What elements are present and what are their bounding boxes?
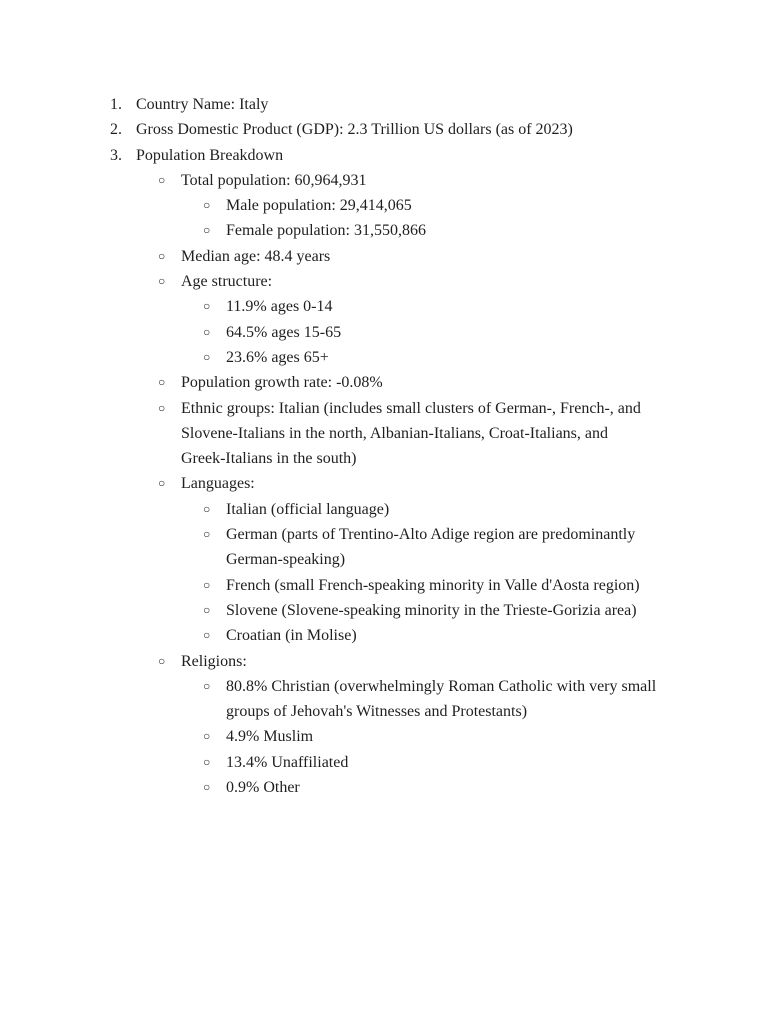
circle-bullet-icon: ○ <box>203 223 211 238</box>
bullet-text: Median age: 48.4 years <box>181 247 331 265</box>
circle-bullet-icon: ○ <box>203 754 211 769</box>
circle-bullet-icon: ○ <box>203 299 211 314</box>
bullet-text: 80.8% Christian (overwhelmingly Roman Catholic with very small <box>226 677 657 695</box>
list-item-country-name <box>0 92 768 117</box>
bullet-text: French (small French-speaking minority in Valle d'Aosta region) <box>226 576 640 594</box>
bullet-text: 23.6% ages 65+ <box>226 348 329 366</box>
circle-bullet-icon: ○ <box>158 274 166 289</box>
bullet-language-french <box>0 573 768 598</box>
bullet-languages <box>0 471 768 496</box>
bullet-language-croatian <box>0 623 768 648</box>
bullet-text: Ethnic groups: Italian (includes small clusters of German-, French-, and <box>181 399 641 417</box>
circle-bullet-icon: ○ <box>203 198 211 213</box>
bullet-text: 0.9% Other <box>226 779 300 797</box>
bullet-text: Greek-Italians in the south) <box>181 450 357 468</box>
circle-bullet-icon: ○ <box>203 602 211 617</box>
bullet-religions <box>0 649 768 674</box>
bullet-religion-other <box>0 775 768 800</box>
bullet-text: groups of Jehovah's Witnesses and Protestants) <box>226 703 528 721</box>
circle-bullet-icon: ○ <box>158 375 166 390</box>
circle-bullet-icon: ○ <box>158 476 166 491</box>
bullet-ethnic-groups <box>0 396 768 421</box>
list-item-text: Gross Domestic Product (GDP): 2.3 Trillion US dollars (as of 2023) <box>136 121 573 139</box>
circle-bullet-icon: ○ <box>203 678 211 693</box>
bullet-text: Slovene-Italians in the north, Albanian-Italians, Croat-Italians, and <box>181 424 608 442</box>
bullet-religion-muslim <box>0 724 768 749</box>
bullet-text: Population growth rate: -0.08% <box>181 374 383 392</box>
bullet-religion-christian <box>0 674 768 699</box>
circle-bullet-icon: ○ <box>203 501 211 516</box>
bullet-text: 64.5% ages 15-65 <box>226 323 342 341</box>
bullet-language-german-continuation <box>0 547 768 572</box>
bullet-text: 13.4% Unaffiliated <box>226 753 349 771</box>
list-item-gdp <box>0 117 768 142</box>
bullet-age-65-plus <box>0 345 768 370</box>
bullet-text: Languages: <box>181 475 255 493</box>
circle-bullet-icon: ○ <box>203 577 211 592</box>
bullet-age-15-65 <box>0 320 768 345</box>
bullet-median-age <box>0 244 768 269</box>
bullet-total-population <box>0 168 768 193</box>
bullet-text: 4.9% Muslim <box>226 728 314 746</box>
circle-bullet-icon: ○ <box>158 653 166 668</box>
circle-bullet-icon: ○ <box>203 780 211 795</box>
bullet-ethnic-groups-continuation <box>0 421 768 446</box>
bullet-text: Slovene (Slovene-speaking minority in the Trieste-Gorizia area) <box>226 601 637 619</box>
bullet-text: German-speaking) <box>226 551 346 569</box>
bullet-religion-christian-continuation <box>0 699 768 724</box>
circle-bullet-icon: ○ <box>203 324 211 339</box>
bullet-male-population <box>0 193 768 218</box>
circle-bullet-icon: ○ <box>203 349 211 364</box>
document-body <box>0 92 768 800</box>
list-item-text: Country Name: Italy <box>136 96 269 113</box>
bullet-age-0-14 <box>0 294 768 319</box>
circle-bullet-icon: ○ <box>158 400 166 415</box>
circle-bullet-icon: ○ <box>203 729 211 744</box>
bullet-language-german <box>0 522 768 547</box>
circle-bullet-icon: ○ <box>203 527 211 542</box>
bullet-text: Age structure: <box>181 273 273 291</box>
bullet-ethnic-groups-continuation <box>0 446 768 471</box>
bullet-age-structure <box>0 269 768 294</box>
list-number: 3. <box>110 146 122 164</box>
bullet-religion-unaffiliated <box>0 750 768 775</box>
bullet-language-italian <box>0 497 768 522</box>
circle-bullet-icon: ○ <box>158 248 166 263</box>
circle-bullet-icon: ○ <box>158 172 166 187</box>
bullet-text: Female population: 31,550,866 <box>226 222 426 240</box>
bullet-text: German (parts of Trentino-Alto Adige region are predominantly <box>226 526 636 544</box>
list-number: 1. <box>110 96 122 113</box>
bullet-text: 11.9% ages 0-14 <box>226 298 333 316</box>
bullet-text: Italian (official language) <box>226 500 390 518</box>
list-item-population-breakdown <box>0 143 768 168</box>
circle-bullet-icon: ○ <box>203 628 211 643</box>
bullet-text: Total population: 60,964,931 <box>181 171 367 189</box>
bullet-language-slovene <box>0 598 768 623</box>
bullet-text: Croatian (in Molise) <box>226 627 357 645</box>
bullet-text: Male population: 29,414,065 <box>226 197 412 215</box>
list-number: 2. <box>110 121 122 139</box>
bullet-text: Religions: <box>181 652 247 670</box>
bullet-growth-rate <box>0 370 768 395</box>
bullet-female-population <box>0 218 768 243</box>
list-item-text: Population Breakdown <box>136 146 284 164</box>
